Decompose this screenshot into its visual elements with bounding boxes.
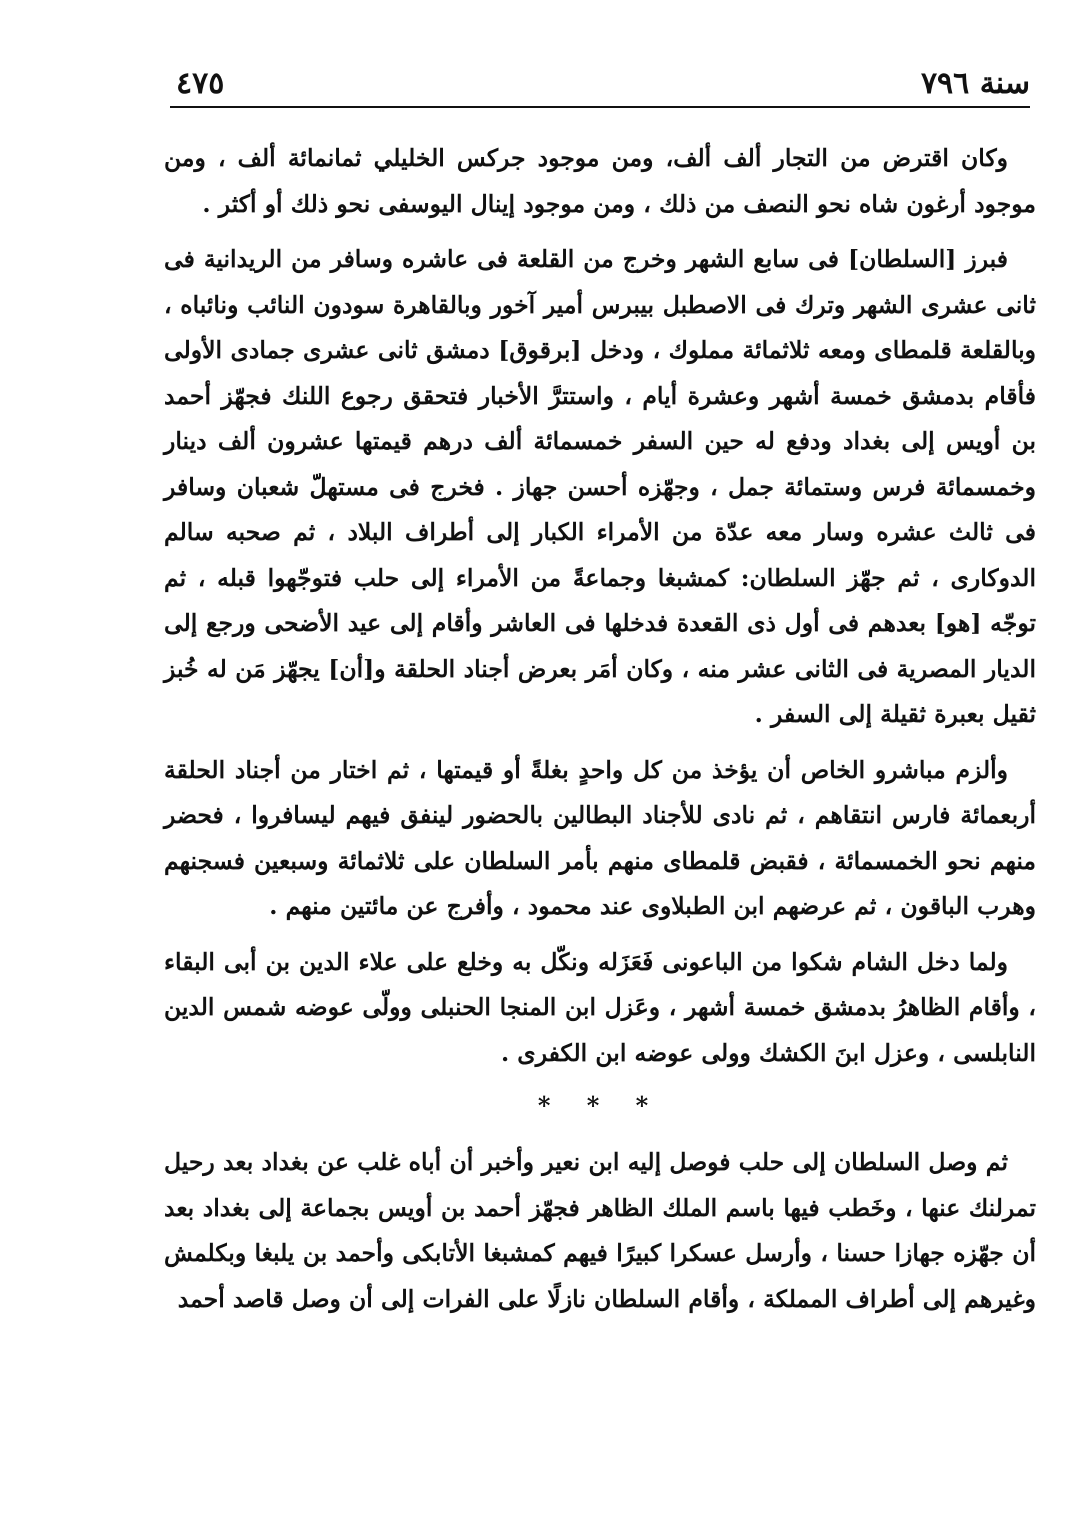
section-separator: * * * [537, 1091, 663, 1120]
paragraph: ثم وصل السلطان إلى حلب فوصل إليه ابن نعير وأخبر أن أباه غلب عن بغداد بعد رحيل تمرلنك عنها ، وخَطب فيها باسم الملك الظاهر فجهّز أحمد بن أويس بجماعة إلى بغداد بعد أن جهّزه جهازا حسنا ، وأرسل عسكرا كبيرًا فيهم كمشبغا الأتابكى وأحمد بن يلبغا وبكلمش وغيرهم إلى أطراف المملكة ، وأقام السلطان نازلًا على الفرات إلى أن وصل قاصد أحمد [164, 1148, 1036, 1313]
header-divider [170, 106, 1030, 108]
page-body [164, 136, 1036, 1332]
paragraph: وكان اقترض من التجار ألف ألف، ومن موجود جركس الخليلي ثمانمائة ألف ، ومن موجود أرغون شاه نحو النصف من ذلك ، ومن موجود إينال اليوسفى نحو ذلك أو أكثر . [164, 144, 1036, 218]
running-header [170, 62, 1030, 106]
paragraph: ولما دخل الشام شكوا من الباعونى فَعَزَله ونكّل به وخلع على علاء الدين بن أبى البقاء ، وأقام الظاهرُ بدمشق خمسة أشهر ، وعَزل ابن المنجا الحنبلى وولّى عوضه شمس الدين النابلسى ، وعزل ابنَ الكشك وولى عوضه ابن الكفرى . [164, 947, 1036, 1067]
page-number: ٤٧٥ [176, 66, 225, 101]
paragraph: وألزم مباشرو الخاص أن يؤخذ من كل واحدٍ بغلةً أو قيمتها ، ثم اختار من أجناد الحلقة أربعمائة فارس انتقاهم ، ثم نادى للأجناد البطالين بالحضور لينفق فيهم ليسافروا ، فحضر منهم نحو الخمسمائة ، فقبض قلمطاى منهم بأمر السلطان على ثلاثمائة وسبعين فسجنهم وهرب الباقون ، ثم عرضهم ابن الطبلاوى عند محمود ، وأفرج عن مائتين منهم . [164, 755, 1036, 920]
header-year: سنة ٧٩٦ [920, 66, 1030, 101]
paragraph: فبرز [السلطان] فى سابع الشهر وخرج من القلعة فى عاشره وسافر من الريدانية فى ثانى عشرى الشهر وترك فى الاصطبل بيبرس أمير آخور وبالقاهرة سودون النائب ونائباه ، وبالقلعة قلمطاى ومعه ثلاثمائة مملوك ، ودخل [برقوق] دمشق ثانى عشرى جمادى الأولى فأقام بدمشق خمسة أشهر وعشرة أيام ، واستترَّ الأخبار فتحقق رجوع اللنك فجهّز أحمد بن أويس إلى بغداد ودفع له حين السفر خمسمائة ألف درهم قيمتها عشرون ألف دينار وخمسمائة فرس وستمائة جمل ، وجهّزه أحسن جهاز . فخرج فى مستهلّ شعبان وسافر فى ثالث عشره وسار معه عدّة من الأمراء الكبار إلى أطراف البلاد ، ثم صحبه سالم الدوكارى ، ثم جهّز السلطان: كمشبغا وجماعةً من الأمراء إلى حلب فتوجّهوا قبله ، ثم توجّه [هو] بعدهم فى أول ذى القعدة فدخلها فى العاشر وأقام إلى عيد الأضحى ورجع إلى الديار المصرية فى الثانى عشر منه ، وكان أمَر بعرض أجناد الحلقة و[أن] يجهّز مَن له خُبز ثقيل بعبرة ثقيلة إلى السفر . [164, 245, 1036, 728]
